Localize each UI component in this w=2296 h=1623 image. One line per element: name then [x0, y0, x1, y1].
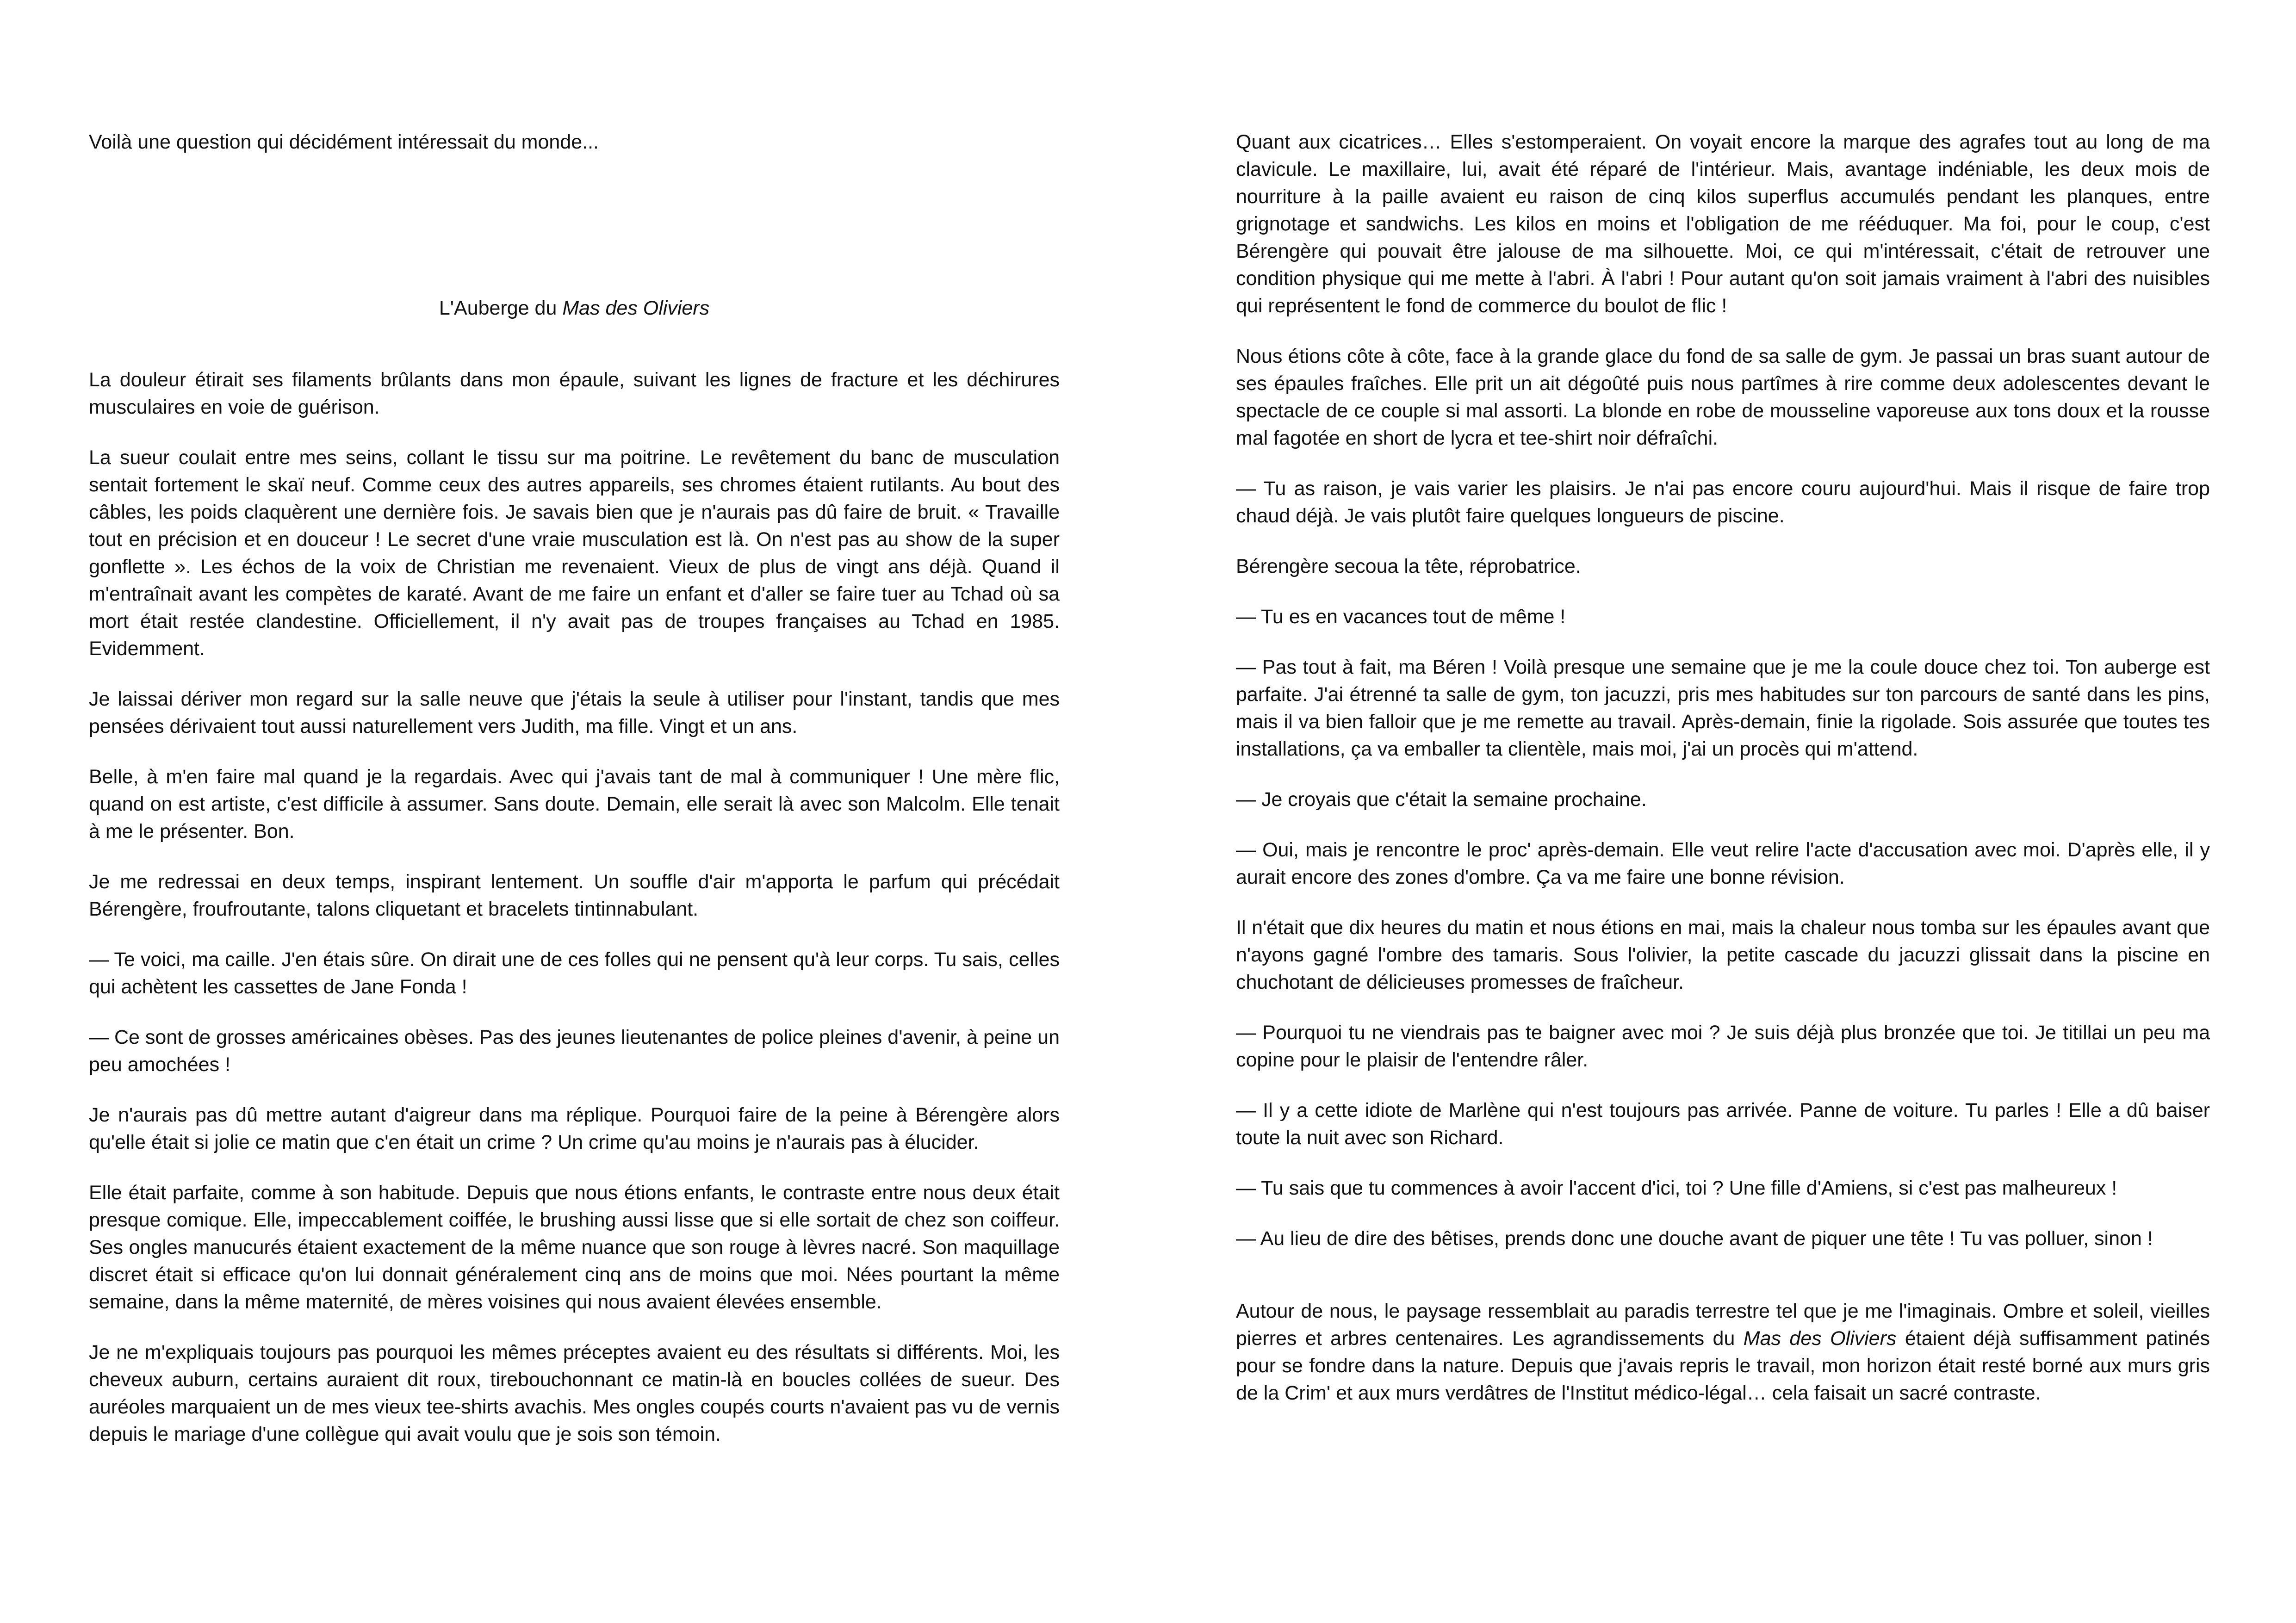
paragraph: — Tu as raison, je vais varier les plaisirs. Je n'ai pas encore couru aujourd'hui. Mais il risque de faire trop chaud déjà. Je vais plutôt faire quelques longueurs de piscine. [1236, 477, 2210, 527]
paragraph: Je n'aurais pas dû mettre autant d'aigreur dans ma réplique. Pourquoi faire de la peine à Bérengère alors qu'elle était si jolie ce matin que c'en était un crime ? Un crime qu'au moins je n'aurais pas à élucider. [89, 1104, 1060, 1153]
paragraph: — Il y a cette idiote de Marlène qui n'est toujours pas arrivée. Panne de voiture. Tu parles ! Elle a dû baiser toute la nuit avec son Richard. [1236, 1099, 2210, 1149]
intro-line: Voilà une question qui décidément intéressait du monde... [89, 131, 599, 153]
paragraph: — Pas tout à fait, ma Béren ! Voilà presque une semaine que je me la coule douce chez toi. Ton auberge est parfaite. J'ai étrenné ta salle de gym, ton jacuzzi, pris mes habitudes sur ton parcours de santé dans les pins, mais il va bien falloir que je me remette au travail. Après-demain, finie la rigolade. Sois assurée que toutes tes installations, ça va emballer ta clientèle, mais moi, j'ai un procès qui m'attend. [1236, 656, 2210, 760]
paragraph: — Oui, mais je rencontre le proc' après-demain. Elle veut relire l'acte d'accusation avec moi. D'après elle, il y aurait encore des zones d'ombre. Ça va me faire une bonne révision. [1236, 839, 2210, 888]
right-page [1148, 0, 2296, 1623]
chapter-title-italic: Mas des Oliviers [562, 297, 710, 319]
paragraph: — Te voici, ma caille. J'en étais sûre. On dirait une de ces folles qui ne pensent qu'à leur corps. Tu sais, celles qui achètent les cassettes de Jane Fonda ! [89, 948, 1060, 998]
paragraph: La douleur étirait ses filaments brûlants dans mon épaule, suivant les lignes de fracture et les déchirures musculaires en voie de guérison. [89, 369, 1060, 418]
final-paragraph-part2: étaient déjà suffisamment patinés pour se fondre dans la nature. Depuis que j'avais repris le travail, mon horizon était resté borné aux murs gris de la Crim' et aux murs verdâtres de l'Institut médico-légal… cela faisait un sacré contraste. [1236, 1327, 2210, 1404]
paragraph: Je me redressai en deux temps, inspirant lentement. Un souffle d'air m'apporta le parfum qui précédait Bérengère, froufroutante, talons cliquetant et bracelets tintinnabulant. [89, 871, 1060, 920]
paragraph: Nous étions côte à côte, face à la grande glace du fond de sa salle de gym. Je passai un bras suant autour de ses épaules fraîches. Elle prit un ait dégoûté puis nous partîmes à rire comme deux adolescentes devant le spectacle de ce couple si mal assorti. La blonde en robe de mousseline vaporeuse aux tons doux et la rousse mal fagotée en short de lycra et tee-shirt noir défraîchi. [1236, 345, 2210, 449]
paragraph: La sueur coulait entre mes seins, collant le tissu sur ma poitrine. Le revêtement du banc de musculation sentait fortement le skaï neuf. Comme ceux des autres appareils, ses chromes étaient rutilants. Au bout des câbles, les poids claquèrent une dernière fois. Je savais bien que je n'aurais pas dû faire de bruit. « Travaille tout en précision et en douceur ! Le secret d'une vraie musculation est là. On n'est pas au show de la super gonflette ». Les échos de la voix de Christian me revenaient. Vieux de plus de vingt ans déjà. Quand il m'entraînait avant les compètes de karaté. Avant de me faire un enfant et d'aller se faire tuer au Tchad où sa mort était restée clandestine. Officiellement, il n'y avait pas de troupes françaises au Tchad en 1985. Evidemment. [89, 446, 1060, 660]
chapter-title-prefix: L'Auberge du [439, 297, 563, 319]
paragraph: Bérengère secoua la tête, réprobatrice. [1236, 555, 1581, 577]
paragraph: — Tu es en vacances tout de même ! [1236, 606, 1566, 628]
paragraph: Quant aux cicatrices… Elles s'estomperaient. On voyait encore la marque des agrafes tout au long de ma clavicule. Le maxillaire, lui, avait été réparé de l'intérieur. Mais, avantage indéniable, les deux mois de nourriture à la paille avaient eu raison de cinq kilos superflus accumulés pendant les planques, entre grignotage et sandwichs. Les kilos en moins et l'obligation de me rééduquer. Ma foi, pour le coup, c'est Bérengère qui pouvait être jalouse de ma silhouette. Moi, ce qui m'intéressait, c'était de retrouver une condition physique qui me mette à l'abri. À l'abri ! Pour autant qu'on soit jamais vraiment à l'abri des nuisibles qui représentent le fond de commerce du boulot de flic ! [1236, 131, 2210, 317]
paragraph: Je laissai dériver mon regard sur la salle neuve que j'étais la seule à utiliser pour l'instant, tandis que mes pensées dérivaient tout aussi naturellement vers Judith, ma fille. Vingt et un ans. [89, 688, 1060, 737]
right-body [1236, 129, 2210, 1430]
left-body [89, 366, 1060, 1471]
paragraph: — Pourquoi tu ne viendrais pas te baigner avec moi ? Je suis déjà plus bronzée que toi. Je titillai un peu ma copine pour le plaisir de l'entendre râler. [1236, 1022, 2210, 1071]
final-paragraph-italic: Mas des Oliviers [1743, 1327, 1897, 1350]
paragraph: Je ne m'expliquais toujours pas pourquoi les mêmes préceptes avaient eu des résultats si différents. Moi, les cheveux auburn, certains auraient dit roux, tirebouchonnant ce matin-là en boucles collées de sueur. Des auréoles marquaient un de mes vieux tee-shirts avachis. Mes ongles coupés courts n'avaient pas vu de vernis depuis le mariage d'une collègue qui avait voulu que je sois son témoin. [89, 1341, 1060, 1445]
paragraph: — Au lieu de dire des bêtises, prends donc une douche avant de piquer une tête ! Tu vas polluer, sinon ! [1236, 1227, 2153, 1250]
final-paragraph [1236, 1298, 2210, 1407]
paragraph: — Je croyais que c'était la semaine prochaine. [1236, 788, 1647, 811]
chapter-title [89, 295, 1060, 322]
paragraph: — Ce sont de grosses américaines obèses. Pas des jeunes lieutenantes de police pleines d'avenir, à peine un peu amochées ! [89, 1026, 1060, 1076]
paragraph: — Tu sais que tu commences à avoir l'accent d'ici, toi ? Une fille d'Amiens, si c'est pas malheureux ! [1236, 1177, 2117, 1199]
paragraph: Belle, à m'en faire mal quand je la regardais. Avec qui j'avais tant de mal à communiquer ! Une mère flic, quand on est artiste, c'est difficile à assumer. Sans doute. Demain, elle serait là avec son Malcolm. Elle tenait à me le présenter. Bon. [89, 766, 1060, 842]
paragraph: Il n'était que dix heures du matin et nous étions en mai, mais la chaleur nous tomba sur les épaules avant que n'ayons gagné l'ombre des tamaris. Sous l'olivier, la petite cascade du jacuzzi glissait dans la piscine en chuchotant de délicieuses promesses de fraîcheur. [1236, 917, 2210, 993]
paragraph: Elle était parfaite, comme à son habitude. Depuis que nous étions enfants, le contraste entre nous deux était presque comique. Elle, impeccablement coiffée, le brushing aussi lisse que si elle sortait de chez son coiffeur. Ses ongles manucurés étaient exactement de la même nuance que son rouge à lèvres nacré. Son maquillage discret était si efficace qu'on lui donnait généralement cinq ans de moins que moi. Nées pourtant la même semaine, dans la même maternité, de mères voisines qui nous avaient élevées ensemble. [89, 1182, 1060, 1313]
final-paragraph-part1: Autour de nous, le paysage ressemblait au paradis terrestre tel que je me l'imaginais. Ombre et soleil, vieilles pierres et arbres centenaires. Les agrandissements du [1236, 1300, 2210, 1350]
